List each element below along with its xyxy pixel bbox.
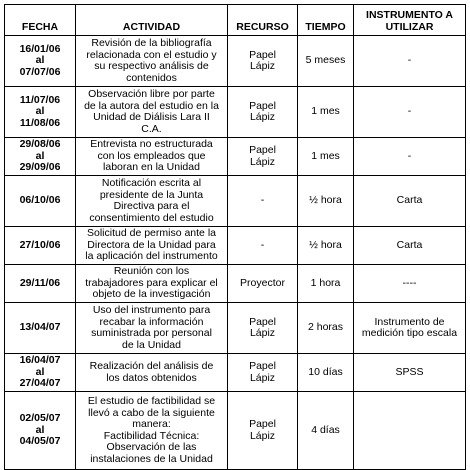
cell-recurso: Proyector — [228, 265, 298, 303]
cell-actividad: Solicitud de permiso ante la Directora de la Unidad para la aplicación del instrumento — [76, 227, 228, 265]
table-row — [5, 303, 466, 354]
table-row — [5, 354, 466, 392]
cell-fecha: 11/07/06 al 11/08/06 — [5, 87, 76, 138]
activity-schedule-table — [4, 4, 466, 470]
cell-tiempo: 1 hora — [298, 265, 354, 303]
cell-fecha: 02/05/07 al 04/05/07 — [5, 392, 76, 470]
cell-recurso: Papel Lápiz — [228, 87, 298, 138]
cell-instrumento: Carta — [354, 176, 466, 227]
cell-fecha: 16/01/06 al 07/07/06 — [5, 36, 76, 87]
cell-recurso: Papel Lápiz — [228, 138, 298, 176]
cell-recurso: Papel Lápiz — [228, 354, 298, 392]
cell-tiempo: ½ hora — [298, 227, 354, 265]
table-row — [5, 227, 466, 265]
cell-instrumento: Carta — [354, 227, 466, 265]
cell-instrumento: - — [354, 87, 466, 138]
header-fecha: FECHA — [5, 5, 76, 36]
cell-recurso: - — [228, 227, 298, 265]
table-row — [5, 392, 466, 470]
cell-tiempo: ½ hora — [298, 176, 354, 227]
cell-instrumento: - — [354, 36, 466, 87]
cell-actividad: Entrevista no estructurada con los empleados que laboran en la Unidad — [76, 138, 228, 176]
cell-fecha: 27/10/06 — [5, 227, 76, 265]
header-recurso: RECURSO — [228, 5, 298, 36]
cell-tiempo: 5 meses — [298, 36, 354, 87]
cell-actividad: Uso del instrumento para recabar la información suministrada por personal de la Unidad — [76, 303, 228, 354]
header-actividad: ACTIVIDAD — [76, 5, 228, 36]
cell-tiempo: 1 mes — [298, 87, 354, 138]
table-row — [5, 265, 466, 303]
table-row — [5, 176, 466, 227]
schedule-table-wrapper — [4, 4, 466, 470]
cell-fecha: 13/04/07 — [5, 303, 76, 354]
table-row — [5, 138, 466, 176]
cell-instrumento: SPSS — [354, 354, 466, 392]
cell-instrumento — [354, 392, 466, 470]
cell-fecha: 29/08/06 al 29/09/06 — [5, 138, 76, 176]
cell-instrumento: Instrumento de medición tipo escala — [354, 303, 466, 354]
cell-tiempo: 4 días — [298, 392, 354, 470]
cell-tiempo: 1 mes — [298, 138, 354, 176]
cell-fecha: 16/04/07 al 27/04/07 — [5, 354, 76, 392]
cell-actividad: Notificación escrita al presidente de la Junta Directiva para el consentimiento del estudio — [76, 176, 228, 227]
cell-recurso: Papel Lápiz — [228, 303, 298, 354]
header-row — [5, 5, 466, 36]
header-instrumento: INSTRUMENTO A UTILIZAR — [354, 5, 466, 36]
cell-actividad: Revisión de la bibliografía relacionada con el estudio y su respectivo análisis de contenidos — [76, 36, 228, 87]
cell-tiempo: 2 horas — [298, 303, 354, 354]
table-row — [5, 36, 466, 87]
cell-actividad: Realización del análisis de los datos obtenidos — [76, 354, 228, 392]
cell-tiempo: 10 días — [298, 354, 354, 392]
cell-actividad: Reunión con los trabajadores para explicar el objeto de la investigación — [76, 265, 228, 303]
cell-recurso: - — [228, 176, 298, 227]
cell-actividad: Observación libre por parte de la autora del estudio en la Unidad de Diálisis Lara II C.A. — [76, 87, 228, 138]
table-row — [5, 87, 466, 138]
cell-fecha: 29/11/06 — [5, 265, 76, 303]
cell-fecha: 06/10/06 — [5, 176, 76, 227]
cell-recurso: Papel Lápiz — [228, 36, 298, 87]
cell-actividad: El estudio de factibilidad se llevó a cabo de la siguiente manera: Factibilidad Técnica: Observación de las instalaciones de la Unidad — [76, 392, 228, 470]
cell-instrumento: - — [354, 138, 466, 176]
cell-instrumento: ---- — [354, 265, 466, 303]
cell-recurso: Papel Lápiz — [228, 392, 298, 470]
header-tiempo: TIEMPO — [298, 5, 354, 36]
